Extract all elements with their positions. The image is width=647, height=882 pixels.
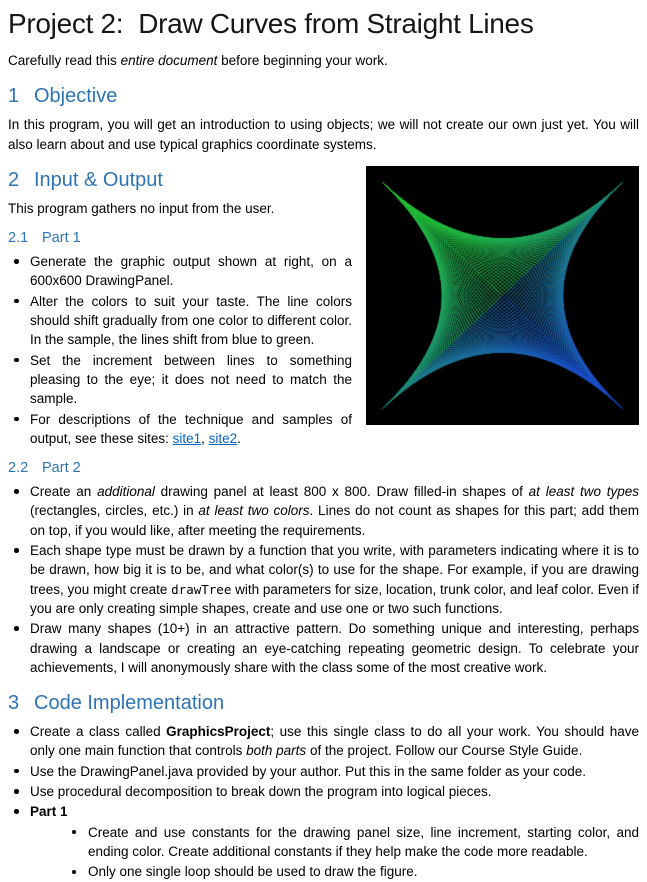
list-item [8,252,639,291]
list-item-text [30,804,68,819]
text-segment: . Lines do not count as shapes for this part; add them on top, if you would like, after meeting the requirements. [30,503,639,538]
text-segment: at least two types [528,484,639,500]
text-segment: of the project. Follow our Course Style Guide. [306,743,583,759]
text-segment: Create an [30,484,98,500]
list-item-text [30,254,352,288]
text-segment: (rectangles, circles, etc.) in [30,503,199,519]
text-segment: , [201,430,209,446]
text-segment: This program gathers no input from the user. [8,200,275,216]
document-title: Project 2: Draw Curves from Straight Lines [8,8,534,39]
list-item [8,722,639,761]
bullet-icon [14,259,19,264]
subsection-heading-part2 [8,460,639,476]
list-item [8,619,639,677]
text-segment: Each shape type must be drawn by a function that you write, with parameters indicating where it is to be drawn, how big it is to be, and what color(s) to use for the shape. For example, if you are drawing trees, you might create [30,543,639,597]
text-segment: ; use this single class to do all your work. You should have only one main function that controls [30,724,639,759]
objective-paragraph [8,115,639,154]
text-segment: Set the increment between lines to something pleasing to the eye; it does not need to match the sample. [30,352,352,407]
bullet-icon [14,769,19,774]
heading-number: 2.2 [8,460,29,477]
list-item [8,351,639,409]
text-segment: at least two colors [198,503,310,519]
list-item-text [30,294,352,348]
part1-bullet-list [8,252,639,448]
text-segment: GraphicsProject [166,724,271,740]
heading-number: 2.1 [8,230,29,247]
text-segment: with parameters for size, location, trunk color, and leaf color. Even if you are only creating simple shapes, create and use one or two such functions. [30,581,639,616]
bullet-icon [72,830,76,834]
heading-number: 3 [8,692,20,715]
text-segment: For descriptions of the technique and samples of output, see these sites: [30,411,352,446]
text-segment: Use the DrawingPanel.java provided by your author. Put this in the same folder as your code. [30,763,587,779]
bullet-icon [72,870,76,874]
text-segment: Carefully read this [8,53,121,68]
bullet-icon [14,548,19,553]
text-segment: Part 1 [30,804,68,820]
site2-link[interactable]: site2 [208,430,238,446]
code-bullet-list [8,722,639,881]
list-item-text [30,412,352,446]
text-segment: . [237,430,241,446]
site1-link[interactable]: site1 [172,430,202,446]
text-segment: Generate the graphic output shown at right, on a 600x600 DrawingPanel. [30,254,352,289]
heading-label: Objective [34,85,118,108]
heading-number: 2 [8,168,20,191]
list-item-text [30,764,586,779]
text-segment: before beginning your work. [217,53,388,68]
bullet-icon [14,729,19,734]
list-item-text [30,784,492,799]
list-item-text [30,621,639,675]
list-item [66,862,639,881]
bullet-icon [14,626,19,631]
bullet-icon [14,809,19,814]
bullet-icon [14,299,19,304]
list-item [8,541,639,618]
bullet-icon [14,358,19,363]
text-segment: Use procedural decomposition to break down the program into logical pieces. [30,784,492,800]
bullet-icon [14,789,19,794]
heading-number: 1 [8,85,20,108]
section-heading-objective [8,85,639,108]
heading-label: Part 1 [42,230,81,247]
list-item-text [88,864,417,879]
list-item [8,410,639,449]
list-item [8,292,639,350]
text-segment: Create and use constants for the drawing panel size, line increment, starting color, and ending color. Create additional constants if they help make the code more readable. [88,824,639,859]
list-item-text [88,825,639,859]
text-segment: additional [97,484,155,500]
list-item-text [30,353,352,407]
text-segment: drawTree [171,581,232,597]
text-segment: In this program, you will get an introduction to using objects; we will not create our own just yet. You will also learn about and use typical graphics coordinate systems. [8,117,639,152]
bullet-icon [14,489,19,494]
list-item-text [30,543,639,616]
part2-bullet-list [8,482,639,677]
heading-label: Code Implementation [34,692,225,715]
text-segment: drawing panel at least 800 x 800. Draw filled-in shapes of [154,484,529,500]
list-item-text [30,484,639,538]
text-segment: Draw many shapes (10+) in an attractive pattern. Do something unique and interesting, perhaps drawing a landscape or creating an eye-catching repeating geometric design. To celebrate your achievements, I will anonymously share with the class some of the most creative work. [30,621,639,675]
section-heading-code-implementation [8,692,639,715]
list-item [8,802,639,881]
list-item [8,762,639,781]
text-segment: both parts [246,743,307,759]
list-item-text [30,724,639,758]
heading-label: Input & Output [34,168,163,191]
text-segment: entire document [120,53,218,68]
heading-label: Part 2 [42,460,81,477]
list-item [8,782,639,801]
bullet-icon [14,417,19,422]
text-segment: Create a class called [30,724,167,740]
intro-paragraph [8,51,639,70]
text-segment: Alter the colors to suit your taste. The line colors should shift gradually from one color to different color. In the sample, the lines shift from blue to green. [30,293,352,348]
text-segment: Only one single loop should be used to draw the figure. [88,864,418,880]
list-item [8,482,639,540]
list-item [66,823,639,862]
